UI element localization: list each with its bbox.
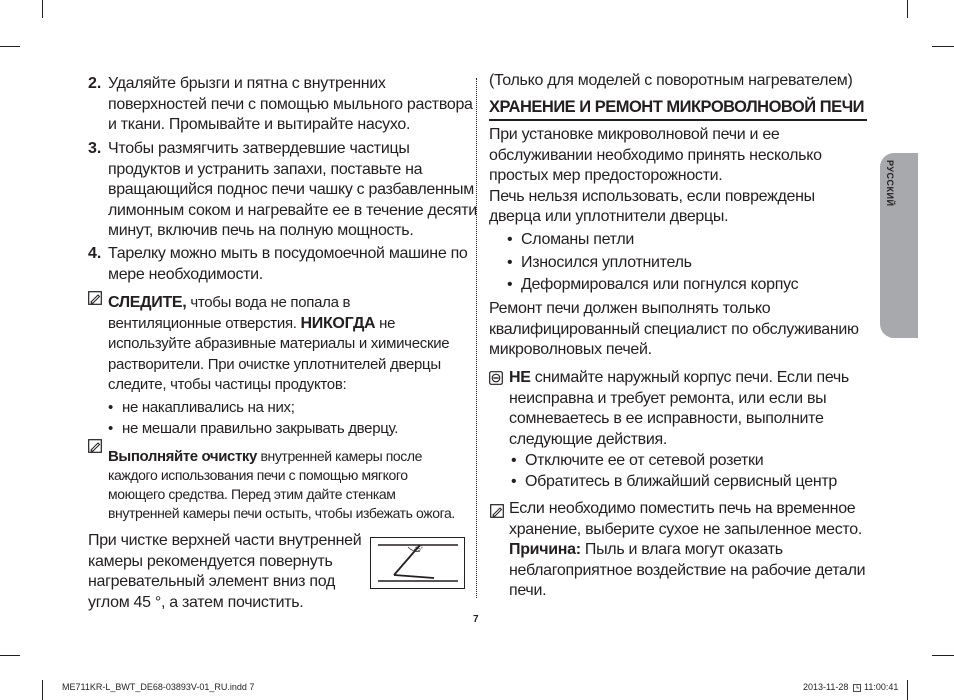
crop-mark [907, 0, 908, 18]
heading-underline [489, 119, 867, 121]
list-item: • не накапливались на них; [108, 399, 295, 416]
text-line: микроволновых печей. [489, 341, 652, 358]
text-line: растворители. При очистке уплотнителей дверцы [108, 355, 441, 373]
list-item-text: Сломаны петли [521, 231, 635, 248]
step-4-text [108, 244, 468, 285]
text-line: продуктов и устранить запахи, поставьте на [108, 160, 423, 178]
text-line: углом 45 °, а затем почистить. [88, 593, 304, 611]
crop-mark [42, 680, 43, 700]
note-pencil-icon [88, 291, 102, 305]
list-item-text: Отключите ее от сетевой розетки [525, 452, 764, 469]
list-item-text: Деформировался или погнулся корпус [521, 276, 799, 293]
list-item-text: не мешали правильно закрывать дверцу. [122, 420, 399, 437]
text-span: вентиляционные отверстия. [108, 314, 301, 332]
list-item-text: не накапливались на них; [122, 399, 295, 416]
footer-date: 2013-11-28 [803, 682, 849, 692]
list-item: • Деформировался или погнулся корпус [507, 276, 799, 293]
text-line: лимонным соком и нагревайте ее в течение десяти [108, 201, 477, 219]
text-line: хранение, выберите сухое не запыленное место. [509, 520, 862, 538]
list-item-text: Износился уплотнитель [521, 254, 692, 271]
text-line: простых мер предосторожности. [489, 167, 723, 184]
text-line: каждого использования печи с помощью мягкого [108, 467, 408, 483]
text-line: следующие действия. [509, 430, 668, 448]
emphasis: Выполняйте очистку [108, 448, 257, 465]
note-3-text [509, 368, 849, 450]
caution-icon [489, 371, 503, 385]
clock-icon [853, 684, 861, 692]
footer-time: 11:00:41 [864, 682, 899, 692]
text-span: не [375, 314, 396, 332]
text-line: и ткани. Промывайте и вытирайте насухо. [108, 116, 411, 133]
text-line: моющего средства. Перед этим дайте стенкам [108, 486, 396, 502]
repair-paragraph [489, 299, 859, 361]
text-line: неблагоприятное воздействие на рабочие детали [509, 561, 866, 579]
text-line: печи. [509, 582, 547, 599]
text-line: Если необходимо поместить печь на временное [509, 500, 856, 517]
text-line [108, 447, 455, 466]
angle-label: 45° [414, 547, 424, 553]
text-line: квалифицированный специалист по обслуживанию [489, 320, 859, 338]
list-item: • Обратитесь в ближайший сервисный центр [511, 473, 838, 490]
emphasis: НЕ [509, 369, 531, 386]
step-2-text [108, 74, 473, 136]
text-line: вращающийся поднос печи чашку с разбавленным [108, 181, 474, 198]
list-item: • не мешали правильно закрывать дверцу. [108, 420, 399, 437]
step-number: 4. [88, 245, 102, 262]
note-pencil-icon [88, 439, 102, 453]
emphasis: СЛЕДИТЕ, [108, 294, 187, 311]
crop-mark [932, 655, 954, 656]
text-line: поверхностей печи с помощью мыльного раствора [108, 95, 473, 113]
heater-cleaning-text [88, 531, 361, 613]
crop-mark [932, 46, 954, 47]
text-line: неисправна и требует ремонта, или если вы [509, 389, 827, 407]
text-line: минут, включив печь на полную мощность. [108, 222, 414, 239]
text-line: следите, чтобы частицы продуктов: [108, 376, 347, 393]
note-4-text [509, 499, 865, 602]
text-line: обслуживании необходимо принять несколько [489, 146, 822, 164]
text-line: Печь нельзя использовать, если повреждены [489, 187, 815, 205]
crop-mark [0, 46, 20, 47]
text-span: снимайте наружный корпус печи. Если печь [530, 369, 849, 386]
text-span: чтобы вода не попала в [186, 294, 351, 311]
note-1-text [108, 293, 449, 396]
step-number: 2. [88, 75, 102, 92]
step-number: 3. [88, 140, 102, 157]
text-line [509, 540, 865, 561]
text-line: внутренней камеры печи остыть, чтобы избежать ожога. [108, 505, 455, 521]
storage-paragraph [489, 125, 822, 228]
footer-filename: ME711KR-L_BWT_DE68-03893V-01_RU.indd 7 [62, 682, 255, 692]
crop-mark [0, 655, 20, 656]
text-line: дверца или уплотнители дверцы. [489, 208, 729, 225]
page-number: 7 [473, 614, 479, 625]
model-note: (Только для моделей с поворотным нагревателем) [489, 72, 853, 89]
text-line: используйте абразивные материалы и химические [108, 335, 450, 352]
text-line: камеры рекомендуется повернуть [88, 552, 333, 570]
step-3-text [108, 139, 477, 242]
text-span: внутренней камеры после [256, 448, 423, 464]
heater-angle-illustration [370, 537, 465, 589]
text-span: Пыль и влага могут оказать [580, 541, 783, 558]
crop-mark [42, 0, 43, 18]
text-line: сомневаетесь в ее исправности, выполните [509, 410, 824, 427]
emphasis: Причина: [509, 541, 581, 558]
list-item: • Сломаны петли [507, 231, 635, 248]
note-pencil-icon [490, 504, 504, 518]
emphasis: НИКОГДА [300, 314, 376, 332]
crop-mark [907, 680, 908, 700]
section-heading: ХРАНЕНИЕ И РЕМОНТ МИКРОВОЛНОВОЙ ПЕЧИ [489, 98, 865, 116]
text-line: Удаляйте брызги и пятна с внутренних [108, 75, 386, 92]
text-line: При чистке верхней части внутренней [88, 532, 362, 549]
text-line: При установке микроволновой печи и ее [489, 126, 780, 143]
text-line: Тарелку можно мыть в посудомоечной машине по [108, 245, 468, 262]
text-line [509, 368, 849, 389]
language-tab-label: РУССКИЙ [885, 160, 895, 207]
text-line [108, 314, 449, 335]
text-line: Чтобы размягчить затвердевшие частицы [108, 140, 410, 157]
list-item: • Отключите ее от сетевой розетки [511, 452, 764, 469]
text-line: нагревательный элемент вниз под [88, 573, 335, 590]
text-line: мере необходимости. [108, 265, 263, 283]
list-item-text: Обратитесь в ближайший сервисный центр [525, 473, 838, 490]
note-2-text [108, 447, 455, 523]
text-line: Ремонт печи должен выполнять только [489, 300, 771, 317]
text-line [108, 293, 449, 314]
list-item: • Износился уплотнитель [507, 254, 692, 271]
